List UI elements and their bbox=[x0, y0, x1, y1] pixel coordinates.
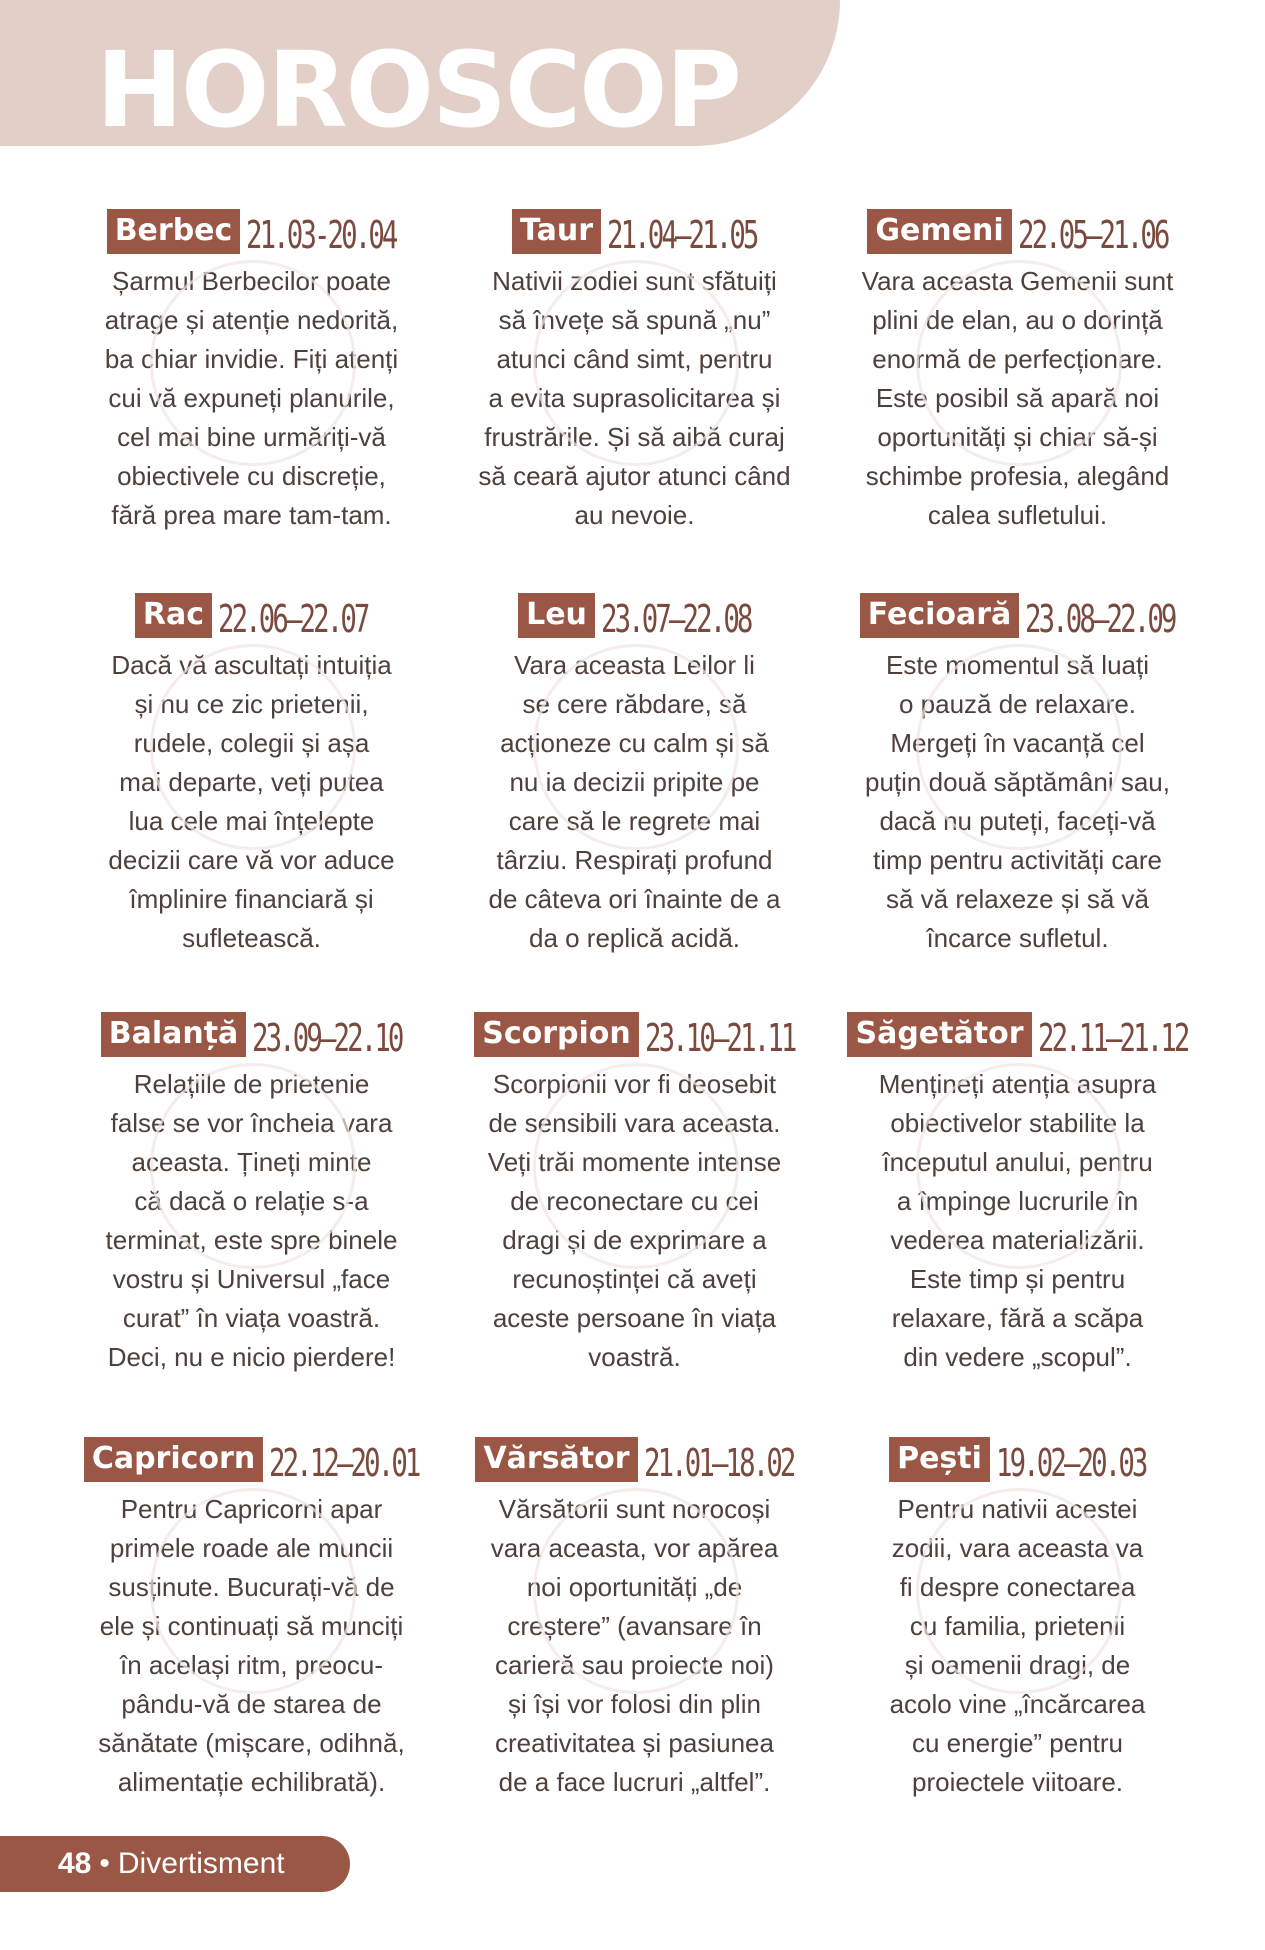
sign-description: Dacă vă ascultați intuiția și nu ce zic prietenii, rudele, colegii și așa mai departe, veți putea lua cele mai înțelepte decizii care vă vor aduce împlinire financiară și sufletească. bbox=[108, 650, 395, 953]
sign-card-balanta bbox=[60, 1003, 443, 1377]
sign-description: Mențineți atenția asupra obiectivelor stabilite la începutul anului, pentru a împinge lucrurile în vederea materializării. Este timp și pentru relaxare, fără a scăpa din vedere „scopul”. bbox=[878, 1069, 1157, 1372]
sign-description: Relațiile de prietenie false se vor încheia vara aceasta. Țineți minte că dacă o relație s-a terminat, este spre binele vostru și Universul „face curat” în viața voastră. Deci, nu e nicio pierdere! bbox=[105, 1069, 398, 1372]
sign-name: Vărsător bbox=[475, 1437, 637, 1482]
sign-name: Rac bbox=[135, 593, 212, 638]
footer-separator: • bbox=[99, 1847, 110, 1880]
sign-card-sagetator bbox=[826, 1003, 1209, 1377]
sign-card-fecioara bbox=[826, 584, 1209, 958]
sign-name: Fecioară bbox=[860, 593, 1020, 638]
sign-dates: 22.05–21.06 bbox=[1017, 213, 1168, 257]
sign-description: Nativii zodiei sunt sfătuiți să învețe să spună „nu” atunci când simt, pentru a evita suprasolicitarea și frustrările. Și să aibă curaj să ceară ajutor atunci când au nevoie. bbox=[478, 266, 791, 530]
sign-card-varsator bbox=[443, 1428, 826, 1802]
sign-dates: 22.11–21.12 bbox=[1037, 1016, 1188, 1060]
sign-name: Taur bbox=[512, 209, 601, 254]
sign-dates: 23.08–22.09 bbox=[1025, 597, 1175, 641]
sign-dates: 23.09–22.10 bbox=[252, 1016, 402, 1060]
page-footer bbox=[0, 1836, 350, 1892]
sign-name: Leu bbox=[518, 593, 595, 638]
sign-description: Este momentul să luați o pauză de relaxare. Mergeți în vacanță cel puțin două săptămâni sau, dacă nu puteți, faceți-vă timp pentru activități care să vă relaxeze și să vă încarce sufletul. bbox=[865, 650, 1170, 953]
sign-card-taur bbox=[443, 200, 826, 535]
sign-card-rac bbox=[60, 584, 443, 958]
sign-name: Balanță bbox=[101, 1012, 247, 1057]
sign-dates: 22.12–20.01 bbox=[269, 1441, 419, 1485]
section-name: Divertisment bbox=[117, 1847, 285, 1880]
sign-dates: 21.03-20.04 bbox=[246, 213, 396, 257]
sign-dates: 22.06–22.07 bbox=[218, 597, 368, 641]
sign-description: Vara aceasta Leilor li se cere răbdare, să acționeze cu calm și să nu ia decizii pripite pe care să le regrete mai târziu. Respirați profund de câteva ori înainte de a da o replică acidă. bbox=[488, 650, 781, 953]
sign-dates: 23.07–22.08 bbox=[600, 597, 751, 641]
sign-card-pesti bbox=[826, 1428, 1209, 1802]
sign-name: Pești bbox=[889, 1437, 990, 1482]
sign-description: Vara aceasta Gemenii sunt plini de elan, au o dorință enormă de perfecționare. Este posibil să apară noi oportunități și chiar să-și schimbe profesia, alegând calea sufletului. bbox=[861, 266, 1174, 530]
sign-card-berbec bbox=[60, 200, 443, 535]
sign-description: Pentru nativii acestei zodii, vara aceasta va fi despre conectarea cu familia, prietenii și oamenii dragi, de acolo vine „încărcarea cu energie” pentru proiectele viitoare. bbox=[889, 1494, 1146, 1797]
sign-name: Capricorn bbox=[84, 1437, 263, 1482]
sign-card-scorpion bbox=[443, 1003, 826, 1377]
sign-name: Săgetător bbox=[847, 1012, 1031, 1057]
sign-name: Scorpion bbox=[474, 1012, 639, 1057]
sign-dates: 21.01–18.02 bbox=[643, 1441, 794, 1485]
sign-description: Pentru Capricorni apar primele roade ale muncii susținute. Bucurați-vă de ele și continuați să munciți în același ritm, preocu- pându-vă de starea de sănătate (mișcare, odihnă, alimentație echilibrată). bbox=[98, 1494, 405, 1797]
sign-card-capricorn bbox=[60, 1428, 443, 1802]
sign-description: Vărsătorii sunt norocoși vara aceasta, vor apărea noi oportunități „de creștere” (avansare în carieră sau proiecte noi) și își vor folosi din plin creativitatea și pasiunea de a face lucruri „altfel”. bbox=[490, 1494, 779, 1797]
page-number: 48 bbox=[58, 1847, 92, 1880]
sign-dates: 19.02–20.03 bbox=[995, 1441, 1146, 1485]
sign-name: Gemeni bbox=[867, 209, 1011, 254]
sign-dates: 23.10–21.11 bbox=[644, 1016, 795, 1060]
sign-card-gemeni bbox=[826, 200, 1209, 535]
sign-name: Berbec bbox=[107, 209, 241, 254]
page-title: HOROSCOP bbox=[96, 29, 740, 151]
sign-description: Șarmul Berbecilor poate atrage și atenție nedorită, ba chiar invidie. Fiți atenți cui vă expuneți planurile, cel mai bine urmăriți-vă obiectivele cu discreție, fără prea mare tam-tam. bbox=[104, 266, 399, 530]
sign-description: Scorpionii vor fi deosebit de sensibili vara aceasta. Veți trăi momente intense de reconectare cu cei dragi și de exprimare a recunoștinței că aveți aceste persoane în viața voastră. bbox=[487, 1069, 782, 1372]
sign-dates: 21.04–21.05 bbox=[607, 213, 757, 257]
sign-card-leu bbox=[443, 584, 826, 958]
